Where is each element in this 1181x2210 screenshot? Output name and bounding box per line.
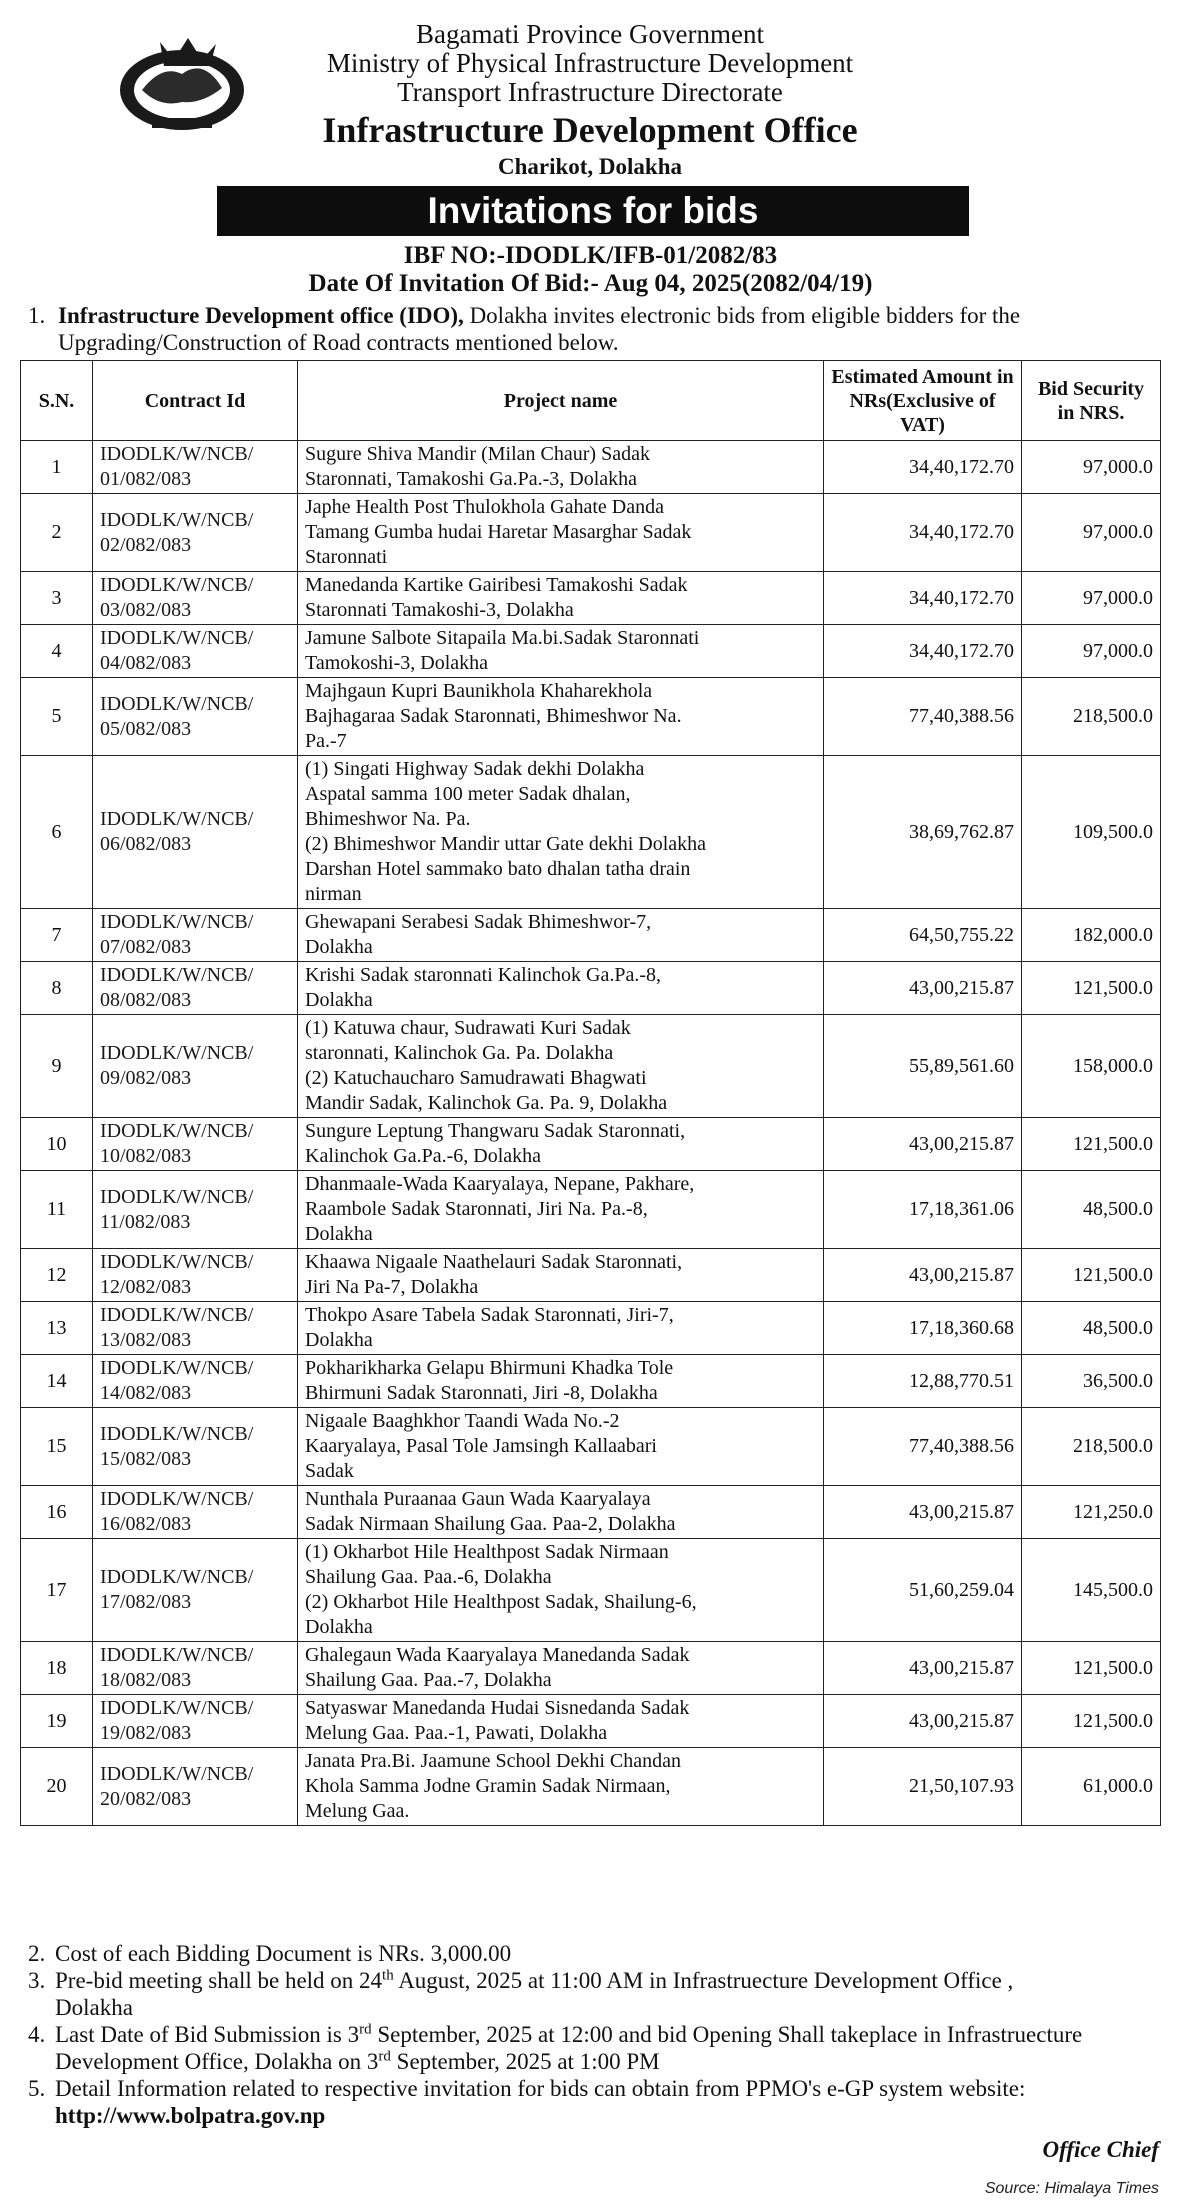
contract-id-line: IDODLK/W/NCB/ [100,1762,254,1785]
row-contract-id [93,1015,298,1118]
table-row [21,572,1161,625]
row-project-name [298,1355,824,1408]
row-project-name [298,1249,824,1302]
province-government: Bagamati Province Government [416,19,764,49]
contract-id-line: 07/082/083 [100,936,192,958]
row-contract-id [93,1695,298,1748]
contract-id-line: 01/082/083 [100,468,192,490]
project-line: Melung Gaa. [305,1800,410,1822]
table-row [21,1539,1161,1642]
row-estimated-amount: 77,40,388.56 [824,1408,1022,1486]
row-project-name [298,1539,824,1642]
row-estimated-amount: 55,89,561.60 [824,1015,1022,1118]
row-sn: 10 [21,1118,93,1171]
project-line: (1) Okharbot Hile Healthpost Sadak Nirmaan [305,1541,669,1563]
contract-id-line: IDODLK/W/NCB/ [100,1304,254,1326]
contract-id-line: 03/082/083 [100,599,192,621]
project-line: staronnati, Kalinchok Ga. Pa. Dolakha [305,1042,614,1064]
row-sn: 17 [21,1539,93,1642]
row-contract-id [93,441,298,494]
contract-id-line: IDODLK/W/NCB/ [100,574,254,596]
row-project-name [298,678,824,756]
row-sn: 5 [21,678,93,756]
row-project-name [298,1015,824,1118]
table-row [21,494,1161,572]
contract-id-line: 06/082/083 [100,833,192,855]
row-estimated-amount: 34,40,172.70 [824,572,1022,625]
project-line: Majhgaun Kupri Baunikhola Khaharekhola [305,680,653,702]
row-bid-security: 48,500.0 [1022,1171,1161,1249]
project-line: Bhimeshwor Na. Pa. [305,808,471,830]
project-line: Ghalegaun Wada Kaaryalaya Manedanda Sadak [305,1644,690,1666]
row-estimated-amount: 43,00,215.87 [824,1642,1022,1695]
contract-id-line: IDODLK/W/NCB/ [100,1120,254,1142]
intro-text-2: Upgrading/Construction of Road contracts mentioned below. [58,330,619,355]
project-line: Jamune Salbote Sitapaila Ma.bi.Sadak Staronnati [305,627,700,649]
header-sn: S.N. [21,361,93,441]
note-cost [28,1940,1163,1967]
row-bid-security: 97,000.0 [1022,441,1161,494]
row-estimated-amount: 51,60,259.04 [824,1539,1022,1642]
contract-id-line: 14/082/083 [100,1382,192,1404]
header-contract-id: Contract Id [93,361,298,441]
office-chief-signature: Office Chief [1042,2137,1159,2162]
row-sn: 15 [21,1408,93,1486]
directorate-name: Transport Infrastructure Directorate [397,77,783,107]
table-row [21,1015,1161,1118]
contract-id-line: IDODLK/W/NCB/ [100,443,254,465]
row-project-name [298,1748,824,1826]
contracts-table [20,360,1161,1826]
contract-id-line: 20/082/083 [100,1787,192,1810]
row-sn: 7 [21,909,93,962]
row-contract-id [93,909,298,962]
row-project-name [298,441,824,494]
row-sn: 6 [21,756,93,909]
table-row [21,625,1161,678]
note-number: 4. [28,2022,46,2047]
row-sn: 9 [21,1015,93,1118]
table-row [21,1642,1161,1695]
note-number: 2. [28,1941,46,1966]
row-bid-security: 109,500.0 [1022,756,1161,909]
contract-id-line: 19/082/083 [100,1722,192,1744]
note-submission-a: Last Date of Bid Submission is 3 [55,2022,360,2047]
contract-id-line: IDODLK/W/NCB/ [100,1042,254,1064]
row-estimated-amount: 64,50,755.22 [824,909,1022,962]
row-project-name [298,494,824,572]
project-line: Staronnati, Tamakoshi Ga.Pa.-3, Dolakha [305,468,638,490]
row-bid-security: 158,000.0 [1022,1015,1161,1118]
row-estimated-amount: 34,40,172.70 [824,625,1022,678]
row-bid-security: 182,000.0 [1022,909,1161,962]
contract-id-line: 13/082/083 [100,1329,192,1351]
row-bid-security: 97,000.0 [1022,625,1161,678]
table-row [21,1748,1161,1826]
row-sn: 4 [21,625,93,678]
row-project-name [298,1302,824,1355]
bolpatra-link[interactable]: http://www.bolpatra.gov.np [55,2103,326,2128]
contract-id-line: IDODLK/W/NCB/ [100,1644,254,1666]
project-line: Shailung Gaa. Paa.-7, Dolakha [305,1669,552,1691]
project-line: Tamang Gumba hudai Haretar Masarghar Sadak [305,521,692,543]
ministry-name: Ministry of Physical Infrastructure Development [326,48,854,78]
row-sn: 11 [21,1171,93,1249]
row-estimated-amount: 12,88,770.51 [824,1355,1022,1408]
row-bid-security: 121,500.0 [1022,1695,1161,1748]
table-header-row [21,361,1161,441]
contract-id-line: IDODLK/W/NCB/ [100,692,254,715]
project-line: Thokpo Asare Tabela Sadak Staronnati, Jiri-7, [305,1304,674,1326]
table-row [21,1118,1161,1171]
note-cost-text: Cost of each Bidding Document is NRs. 3,000.00 [55,1941,512,1966]
project-line: Pa.-7 [305,730,347,752]
table-row [21,1355,1161,1408]
ibf-block [0,242,1181,298]
project-line: Pokharikharka Gelapu Bhirmuni Khadka Tole [305,1357,674,1379]
row-sn: 8 [21,962,93,1015]
table-row [21,756,1161,909]
project-line: Kaaryalaya, Pasal Tole Jamsingh Kallaabari [305,1435,657,1457]
row-project-name [298,625,824,678]
row-sn: 20 [21,1748,93,1826]
contract-id-line: IDODLK/W/NCB/ [100,1488,254,1510]
project-line: Khaawa Nigaale Naathelauri Sadak Staronnati, [305,1251,683,1273]
table-body [21,441,1161,1826]
table-row [21,1408,1161,1486]
project-line: Dhanmaale-Wada Kaaryalaya, Nepane, Pakhare, [305,1173,695,1195]
row-contract-id [93,1302,298,1355]
header-bid-security: Bid Security in NRS. [1022,361,1161,441]
row-contract-id [93,1748,298,1826]
project-line: Khola Samma Jodne Gramin Sadak Nirmaan, [305,1775,671,1797]
note-number: 5. [28,2076,46,2101]
project-line: Satyaswar Manedanda Hudai Sisnedanda Sadak [305,1697,690,1719]
row-sn: 14 [21,1355,93,1408]
header-project-name: Project name [298,361,824,441]
note-submission-text [55,2021,1163,2075]
contract-id-line: IDODLK/W/NCB/ [100,808,254,830]
row-estimated-amount: 17,18,360.68 [824,1302,1022,1355]
row-contract-id [93,756,298,909]
project-line: Bajhagaraa Sadak Staronnati, Bhimeshwor Na. [305,705,682,727]
project-line: Darshan Hotel sammako bato dhalan tatha drain [305,858,691,880]
project-line: Ghewapani Serabesi Sadak Bhimeshwor-7, [305,911,652,933]
project-line: Dolakha [305,936,373,958]
contract-id-line: 15/082/083 [100,1447,192,1470]
header [200,20,980,181]
intro-paragraph [28,302,1163,356]
row-bid-security: 121,500.0 [1022,1118,1161,1171]
row-project-name [298,909,824,962]
project-line: (2) Katuchaucharo Samudrawati Bhagwati [305,1067,647,1089]
row-bid-security: 61,000.0 [1022,1748,1161,1826]
row-estimated-amount: 17,18,361.06 [824,1171,1022,1249]
contract-id-line: IDODLK/W/NCB/ [100,1251,254,1273]
contract-id-line: 10/082/083 [100,1145,192,1167]
row-project-name [298,756,824,909]
ibf-number: IBF NO:-IDODLK/IFB-01/2082/83 [403,242,778,269]
row-project-name [298,962,824,1015]
row-bid-security: 121,500.0 [1022,1249,1161,1302]
intro-bold: Infrastructure Development office (IDO), [58,303,464,328]
project-line: Staronnati [305,546,388,568]
row-bid-security: 36,500.0 [1022,1355,1161,1408]
intro-text-1: Dolakha invites electronic bids from eligible bidders for the [463,303,1021,328]
project-line: Nunthala Puraanaa Gaun Wada Kaaryalaya [305,1488,651,1510]
contract-id-line: IDODLK/W/NCB/ [100,911,254,933]
contract-id-line: IDODLK/W/NCB/ [100,508,254,531]
office-location: Charikot, Dolakha [497,154,683,179]
row-sn: 1 [21,441,93,494]
row-sn: 12 [21,1249,93,1302]
row-contract-id [93,678,298,756]
contract-id-line: 16/082/083 [100,1513,192,1535]
project-line: Melung Gaa. Paa.-1, Pawati, Dolakha [305,1722,608,1744]
project-line: Raambole Sadak Staronnati, Jiri Na. Pa.-8, [305,1198,648,1220]
row-estimated-amount: 34,40,172.70 [824,441,1022,494]
project-line: Mandir Sadak, Kalinchok Ga. Pa. 9, Dolakha [305,1092,668,1114]
contract-id-line: 18/082/083 [100,1669,192,1691]
row-project-name [298,1171,824,1249]
source-credit: Source: Himalaya Times [984,2180,1159,2197]
row-project-name [298,1695,824,1748]
contract-id-line: IDODLK/W/NCB/ [100,1357,254,1379]
table-row [21,441,1161,494]
project-line: (2) Okharbot Hile Healthpost Sadak, Shailung-6, [305,1591,697,1613]
row-bid-security: 121,250.0 [1022,1486,1161,1539]
row-contract-id [93,1486,298,1539]
contract-id-line: 09/082/083 [100,1067,192,1089]
row-bid-security: 48,500.0 [1022,1302,1161,1355]
row-contract-id [93,1642,298,1695]
contract-id-line: 02/082/083 [100,533,192,556]
row-sn: 2 [21,494,93,572]
note-prebid-sup: th [382,1967,394,1984]
note-number: 3. [28,1968,46,1993]
row-project-name [298,1118,824,1171]
project-line: Kalinchok Ga.Pa.-6, Dolakha [305,1145,542,1167]
note-submission [28,2021,1163,2075]
contract-id-line: IDODLK/W/NCB/ [100,1697,254,1719]
table-row [21,1302,1161,1355]
row-bid-security: 145,500.0 [1022,1539,1161,1642]
table-row [21,962,1161,1015]
row-bid-security: 121,500.0 [1022,962,1161,1015]
header-estimated-amount: Estimated Amount in NRs(Exclusive of VAT) [824,361,1022,441]
row-contract-id [93,1171,298,1249]
row-project-name [298,572,824,625]
contract-id-line: 08/082/083 [100,989,192,1011]
table-row [21,1249,1161,1302]
project-line: Krishi Sadak staronnati Kalinchok Ga.Pa.-8, [305,964,662,986]
row-contract-id [93,962,298,1015]
row-bid-security: 121,500.0 [1022,1642,1161,1695]
project-line: Shailung Gaa. Paa.-6, Dolakha [305,1566,552,1588]
row-estimated-amount: 38,69,762.87 [824,756,1022,909]
note-submission-b: September, 2025 at 12:00 and bid Opening Shall takeplace in Infrastruecture [371,2022,1083,2047]
project-line: Nigaale Baaghkhor Taandi Wada No.-2 [305,1410,620,1432]
note-prebid-b: August, 2025 at 11:00 AM in Infrastruecture Development Office , [393,1968,1014,1993]
table-row [21,1171,1161,1249]
note-submission-c: Development Office, Dolakha on 3 [55,2049,379,2074]
row-estimated-amount: 43,00,215.87 [824,1249,1022,1302]
contract-id-line: 17/082/083 [100,1591,192,1613]
invitation-banner: Invitations for bids [217,186,969,236]
row-contract-id [93,1118,298,1171]
note-prebid-c: Dolakha [55,1995,133,2020]
row-estimated-amount: 43,00,215.87 [824,1486,1022,1539]
project-line: (2) Bhimeshwor Mandir uttar Gate dekhi Dolakha [305,833,707,855]
row-estimated-amount: 43,00,215.87 [824,962,1022,1015]
row-project-name [298,1642,824,1695]
note-detail-text [55,2075,1163,2129]
project-line: Aspatal samma 100 meter Sadak dhalan, [305,783,631,805]
row-sn: 3 [21,572,93,625]
note-submission-sup2: rd [378,2048,391,2065]
notes [28,1940,1163,2129]
contract-id-line: IDODLK/W/NCB/ [100,627,254,649]
row-contract-id [93,1408,298,1486]
row-bid-security: 97,000.0 [1022,494,1161,572]
date-of-invitation: Date Of Invitation Of Bid:- Aug 04, 2025(2082/04/19) [308,270,873,297]
project-line: Japhe Health Post Thulokhola Gahate Danda [305,496,664,518]
row-estimated-amount: 43,00,215.87 [824,1695,1022,1748]
row-contract-id [93,1355,298,1408]
contract-id-line: 04/082/083 [100,652,192,674]
contract-id-line: 11/082/083 [100,1210,191,1233]
project-line: Manedanda Kartike Gairibesi Tamakoshi Sadak [305,574,688,596]
intro-number: 1. [28,303,46,328]
row-bid-security: 97,000.0 [1022,572,1161,625]
row-project-name [298,1408,824,1486]
project-line: Dolakha [305,1223,373,1245]
contract-id-line: IDODLK/W/NCB/ [100,1185,254,1208]
row-contract-id [93,572,298,625]
contract-id-line: 05/082/083 [100,717,192,740]
note-submission-sup1: rd [359,2021,372,2038]
note-submission-d: September, 2025 at 1:00 PM [390,2049,660,2074]
note-detail [28,2075,1163,2129]
row-bid-security: 218,500.0 [1022,1408,1161,1486]
note-prebid-a: Pre-bid meeting shall be held on 24 [55,1968,383,1993]
project-line: Sugure Shiva Mandir (Milan Chaur) Sadak [305,443,650,465]
row-estimated-amount: 43,00,215.87 [824,1118,1022,1171]
row-contract-id [93,494,298,572]
project-line: Bhirmuni Sadak Staronnati, Jiri -8, Dolakha [305,1382,658,1404]
project-line: Sungure Leptung Thangwaru Sadak Staronnati, [305,1120,686,1142]
project-line: Staronnati Tamakoshi-3, Dolakha [305,599,574,621]
row-estimated-amount: 77,40,388.56 [824,678,1022,756]
row-sn: 16 [21,1486,93,1539]
row-contract-id [93,1539,298,1642]
row-contract-id [93,1249,298,1302]
project-line: Janata Pra.Bi. Jaamune School Dekhi Chandan [305,1750,682,1772]
row-estimated-amount: 34,40,172.70 [824,494,1022,572]
note-prebid-text [55,1967,1163,2021]
project-line: Dolakha [305,1616,373,1638]
contract-id-line: IDODLK/W/NCB/ [100,1422,254,1445]
row-bid-security: 218,500.0 [1022,678,1161,756]
project-line: Sadak Nirmaan Shailung Gaa. Paa-2, Dolakha [305,1513,676,1535]
contract-id-line: 12/082/083 [100,1276,192,1298]
contract-id-line: IDODLK/W/NCB/ [100,1566,254,1588]
table-row [21,678,1161,756]
note-detail-body: Detail Information related to respective invitation for bids can obtain from PPMO's e-GP system website: [55,2076,1026,2101]
table-row [21,1695,1161,1748]
project-line: (1) Singati Highway Sadak dekhi Dolakha [305,758,645,780]
row-sn: 13 [21,1302,93,1355]
row-sn: 18 [21,1642,93,1695]
table-row [21,909,1161,962]
row-contract-id [93,625,298,678]
office-name: Infrastructure Development Office [322,110,858,150]
project-line: Dolakha [305,1329,373,1351]
row-sn: 19 [21,1695,93,1748]
project-line: (1) Katuwa chaur, Sudrawati Kuri Sadak [305,1017,631,1039]
project-line: Dolakha [305,989,373,1011]
project-line: Tamokoshi-3, Dolakha [305,652,489,674]
contract-id-line: IDODLK/W/NCB/ [100,964,254,986]
project-line: Jiri Na Pa-7, Dolakha [305,1276,479,1298]
row-project-name [298,1486,824,1539]
table-row [21,1486,1161,1539]
project-line: Sadak [305,1460,354,1482]
note-prebid [28,1967,1163,2021]
row-estimated-amount: 21,50,107.93 [824,1748,1022,1826]
project-line: nirman [305,883,362,905]
